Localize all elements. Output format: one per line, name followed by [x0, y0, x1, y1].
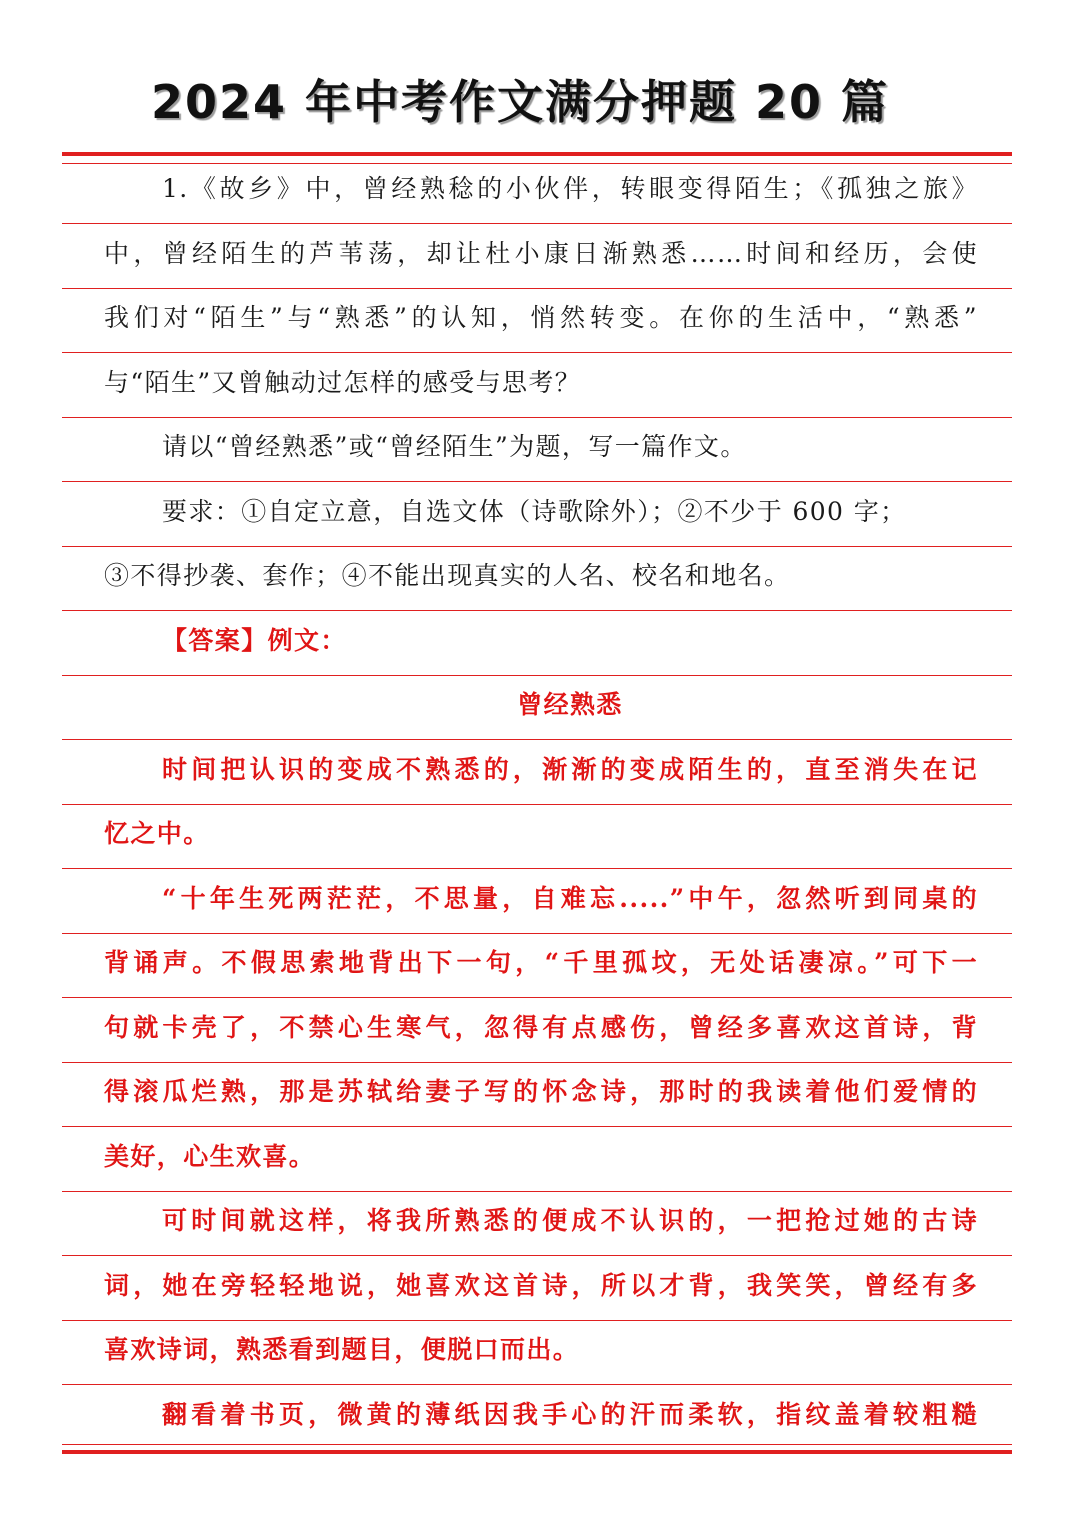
prompt-line: 我们对“陌生”与“熟悉”的认知，悄然转变。在你的生活中，“熟悉” [104, 303, 978, 332]
essay-line: 背诵声。不假思索地背出下一句，“千里孤坟，无处话凄凉。”可下一 [104, 948, 978, 977]
ruled-line [62, 739, 1012, 740]
ruled-line [62, 610, 1012, 611]
essay-line: 忆之中。 [104, 819, 210, 848]
ruled-line [62, 1062, 1012, 1063]
ruled-line [62, 1191, 1012, 1192]
prompt-requirements: 要求：①自定立意，自选文体（诗歌除外）；②不少于 600 字； [162, 497, 907, 526]
prompt-line: 中，曾经陌生的芦苇荡，却让杜小康日渐熟悉……时间和经历，会使 [104, 239, 978, 268]
ruled-line [62, 868, 1012, 869]
answer-heading [104, 621, 978, 661]
page-title: 2024 年中考作文满分押题 20 篇 [150, 75, 890, 129]
ruled-line [62, 1255, 1012, 1256]
essay-line: 可时间就这样，将我所熟悉的便成不认识的，一把抢过她的古诗 [162, 1206, 978, 1235]
prompt-line: 与“陌生”又曾触动过怎样的感受与思考？ [104, 368, 582, 397]
prompt-requirements: ③不得抄袭、套作；④不能出现真实的人名、校名和地名。 [104, 561, 791, 590]
ruled-line [62, 546, 1012, 547]
ruled-line [62, 223, 1012, 224]
prompt-instruction: 请以“曾经熟悉”或“曾经陌生”为题，写一篇作文。 [162, 432, 747, 461]
essay-line: 喜欢诗词，熟悉看到题目，便脱口而出。 [104, 1335, 580, 1364]
ruled-line [62, 997, 1012, 998]
essay-line: 美好，心生欢喜。 [104, 1142, 316, 1171]
ruled-line [62, 675, 1012, 676]
essay-line: “十年生死两茫茫，不思量，自难忘.....”中午，忽然听到同桌的 [162, 884, 978, 913]
essay-line: 句就卡壳了，不禁心生寒气，忽得有点感伤，曾经多喜欢这首诗，背 [104, 1013, 978, 1042]
essay-line: 翻看着书页，微黄的薄纸因我手心的汗而柔软，指纹盖着较粗糙 [162, 1400, 978, 1429]
ruled-line [62, 1384, 1012, 1385]
ruled-line [62, 1126, 1012, 1127]
top-double-rule [62, 152, 1012, 164]
bottom-double-rule [62, 1444, 1012, 1454]
essay-line: 时间把认识的变成不熟悉的，渐渐的变成陌生的，直至消失在记 [162, 755, 978, 784]
ruled-line [62, 933, 1012, 934]
ruled-line [62, 1320, 1012, 1321]
ruled-line [62, 352, 1012, 353]
ruled-line [62, 481, 1012, 482]
ruled-line [62, 804, 1012, 805]
ruled-line [62, 417, 1012, 418]
answer-label: 例文： [267, 626, 347, 655]
ruled-line [62, 288, 1012, 289]
answer-tag: 【答案】 [162, 626, 268, 655]
prompt-line: 1.《故乡》中，曾经熟稔的小伙伴，转眼变得陌生；《孤独之旅》 [162, 174, 978, 203]
essay-line: 词，她在旁轻轻地说，她喜欢这首诗，所以才背，我笑笑，曾经有多 [104, 1271, 978, 1300]
essay-line: 得滚瓜烂熟，那是苏轼给妻子写的怀念诗，那时的我读着他们爱情的 [104, 1077, 978, 1106]
essay-title: 曾经熟悉 [517, 690, 623, 719]
